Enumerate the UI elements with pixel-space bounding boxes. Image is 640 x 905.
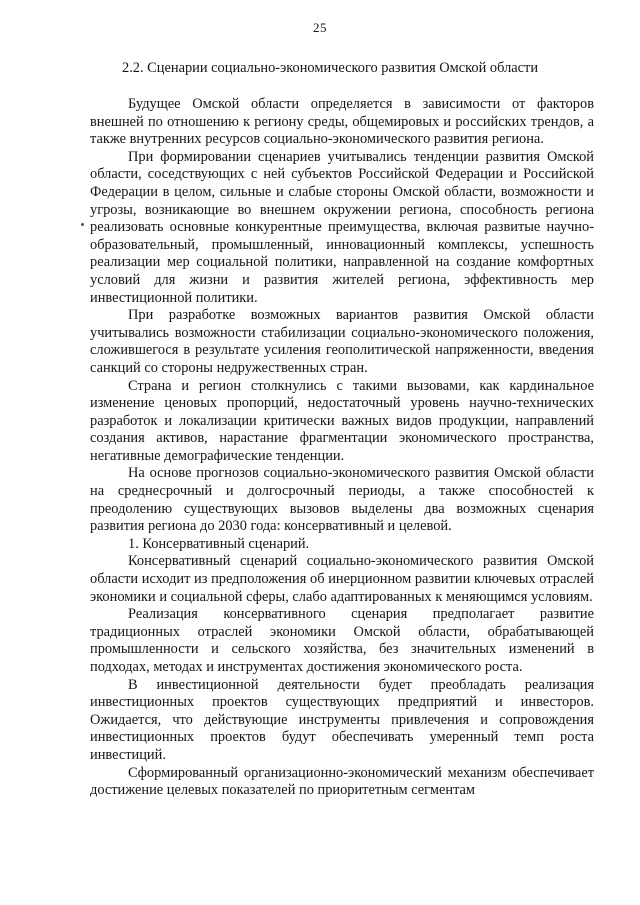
paragraph-scenario-formation: При формировании сценариев учитывались тенденции развития Омской области, соседствующих с ней субъектов Российской Федерации и Российской Федерации в целом, сильные и слабые стороны Омской области, возможности и угрозы, возникающие во внешнем окружении региона, способность региона реализовать основные конкурентные преимущества, включая развитые научно-образовательный, промышленный, инновационный комплексы, успешность реализации мер социальной политики, направленной на создание комфортных условий для жизни и развития жителей региона, эффективность мер инвестиционной политики. xyxy=(90,148,594,306)
list-item-conservative-scenario: 1. Консервативный сценарий. xyxy=(128,535,310,552)
body-text xyxy=(90,96,594,800)
scan-speck xyxy=(81,223,84,226)
section-heading: 2.2. Сценарии социально-экономического развития Омской области xyxy=(122,60,539,76)
paragraph-investment-activity: В инвестиционной деятельности будет преобладать реализация инвестиционных проектов существующих предприятий и инвесторов. Ожидается, что действующие инструменты привлечения и сопровождения инвестиционных проектов будут обеспечивать умеренный темп роста инвестиций. xyxy=(90,676,594,763)
page-number: 25 xyxy=(313,20,327,35)
paragraph-development-options: При разработке возможных вариантов развития Омской области учитывались возможности стабилизации социально-экономического положения, сложившегося в результате усиления геополитической напряженности, введения санкций со стороны недружественных стран. xyxy=(90,307,594,376)
paragraph-challenges: Страна и регион столкнулись с такими вызовами, как кардинальное изменение ценовых пропорций, недостаточный уровень научно-технических разработок и локализации критически важных видов продукции, направлений создания активов, нарастание фрагментации экономического пространства, негативные демографические тенденции. xyxy=(90,377,594,464)
paragraph-future-factors: Будущее Омской области определяется в зависимости от факторов внешней по отношению к региону среды, общемировых и российских трендов, а также внутренних ресурсов социально-экономического развития региона. xyxy=(90,96,594,148)
paragraph-economic-mechanism: Сформированный организационно-экономический механизм обеспечивает достижение целевых показателей по приоритетным сегментам xyxy=(90,764,594,799)
paragraph-two-scenarios: На основе прогнозов социально-экономического развития Омской области на среднесрочный и долгосрочный периоды, а также способностей к преодолению существующих вызовов выделены два возможных сценария развития региона до 2030 года: консервативный и целевой. xyxy=(90,465,594,535)
paragraph-conservative-description: Консервативный сценарий социально-экономического развития Омской области исходит из предположения об инерционном развитии ключевых отраслей экономики и социальной сферы, слабо адаптированных к меняющимся условиям. xyxy=(90,553,594,605)
paragraph-conservative-implementation: Реализация консервативного сценария предполагает развитие традиционных отраслей экономики Омской области, обрабатывающей промышленности и сельского хозяйства, без значительных изменений в подходах, методах и инструментах достижения экономического роста. xyxy=(90,606,594,675)
